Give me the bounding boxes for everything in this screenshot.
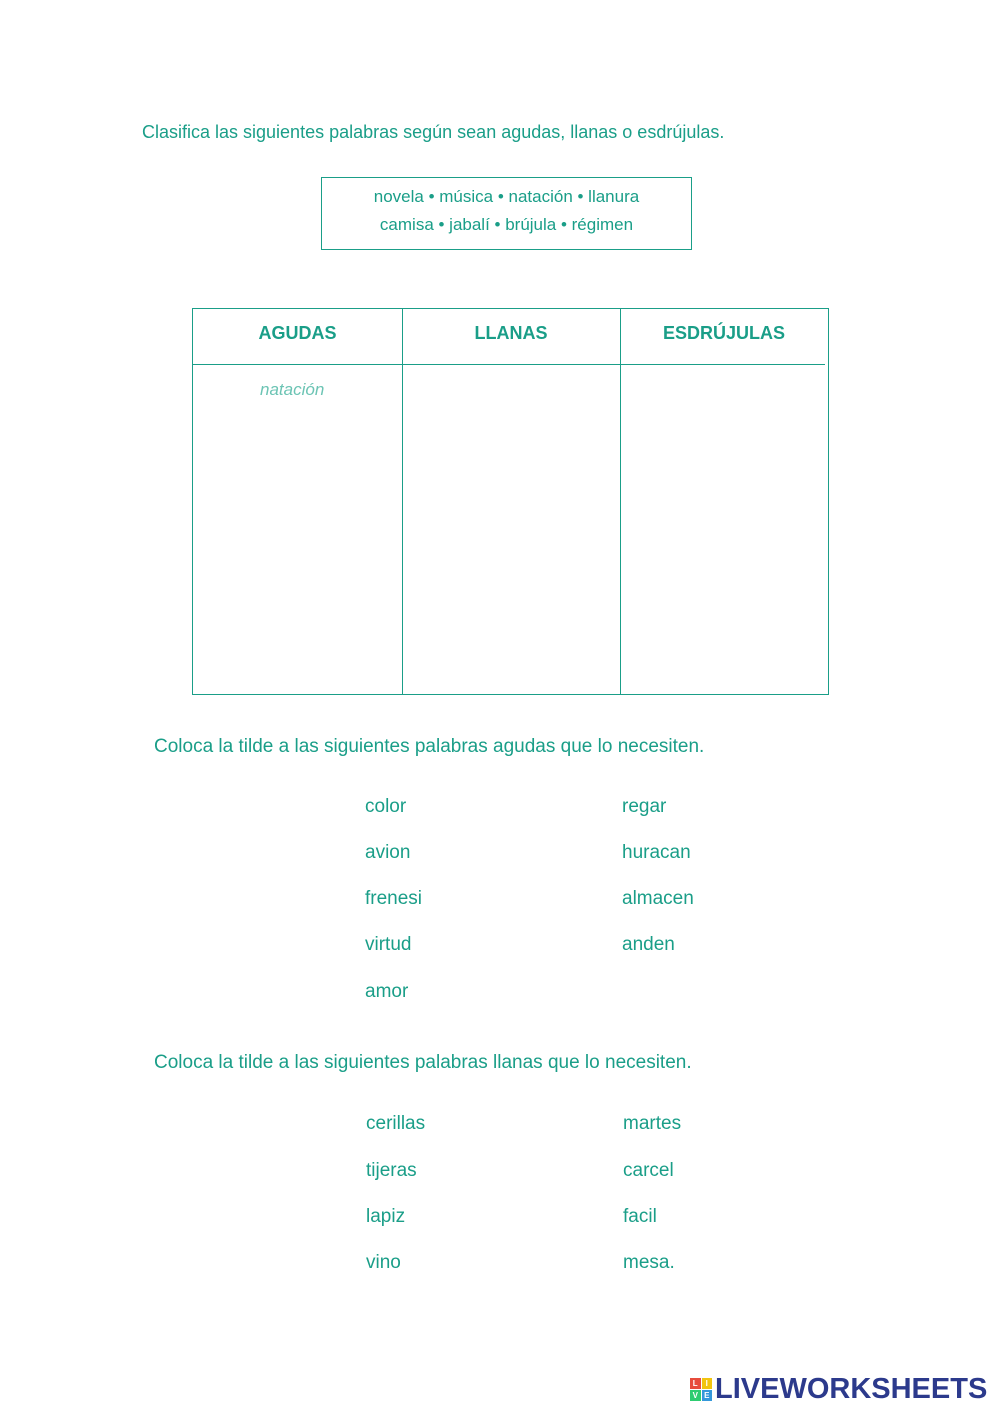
column-header-esdrujulas: ESDRÚJULAS xyxy=(662,323,786,343)
word-item[interactable]: cerillas xyxy=(366,1113,426,1134)
word-bank-line-2: camisa • jabalí • brújula • régimen xyxy=(379,215,634,234)
column-header-agudas: AGUDAS xyxy=(258,323,337,343)
example-answer: natación xyxy=(260,380,325,399)
word-item[interactable]: martes xyxy=(623,1113,682,1134)
logo-mark-cell: E xyxy=(702,1390,713,1401)
word-item[interactable]: mesa. xyxy=(623,1252,675,1273)
word-item[interactable]: lapiz xyxy=(366,1206,406,1227)
logo-text: LIVEWORKSHEETS xyxy=(715,1372,988,1405)
llanas-instruction: Coloca la tilde a las siguientes palabras llanas que lo necesiten. xyxy=(154,1052,692,1073)
column-divider xyxy=(402,309,403,694)
word-item[interactable]: almacen xyxy=(622,888,694,909)
classification-table xyxy=(192,308,829,695)
classify-instruction: Clasifica las siguientes palabras según sean agudas, llanas o esdrújulas. xyxy=(142,122,725,142)
word-item[interactable]: tijeras xyxy=(366,1160,417,1181)
logo-mark-icon xyxy=(690,1378,712,1400)
logo-mark-cell: L xyxy=(690,1378,701,1389)
logo-mark-cell: I xyxy=(702,1378,713,1389)
column-divider xyxy=(620,309,621,694)
word-item[interactable]: anden xyxy=(622,934,675,955)
column-header-llanas: LLANAS xyxy=(474,323,548,343)
liveworksheets-logo[interactable] xyxy=(690,1372,987,1406)
logo-mark-cell: V xyxy=(690,1390,701,1401)
word-item[interactable]: frenesi xyxy=(365,888,423,909)
header-divider xyxy=(193,364,825,365)
word-item[interactable]: color xyxy=(365,796,407,817)
agudas-instruction: Coloca la tilde a las siguientes palabras agudas que lo necesiten. xyxy=(154,736,705,757)
word-item[interactable]: huracan xyxy=(622,842,691,863)
word-item[interactable]: vino xyxy=(366,1252,401,1273)
word-item[interactable]: amor xyxy=(365,981,409,1002)
word-item[interactable]: facil xyxy=(623,1206,657,1227)
word-item[interactable]: virtud xyxy=(365,934,412,955)
word-bank-line-1: novela • música • natación • llanura xyxy=(373,187,640,206)
word-bank-box xyxy=(321,177,692,250)
word-item[interactable]: avion xyxy=(365,842,411,863)
word-item[interactable]: carcel xyxy=(623,1160,674,1181)
word-item[interactable]: regar xyxy=(622,796,667,817)
